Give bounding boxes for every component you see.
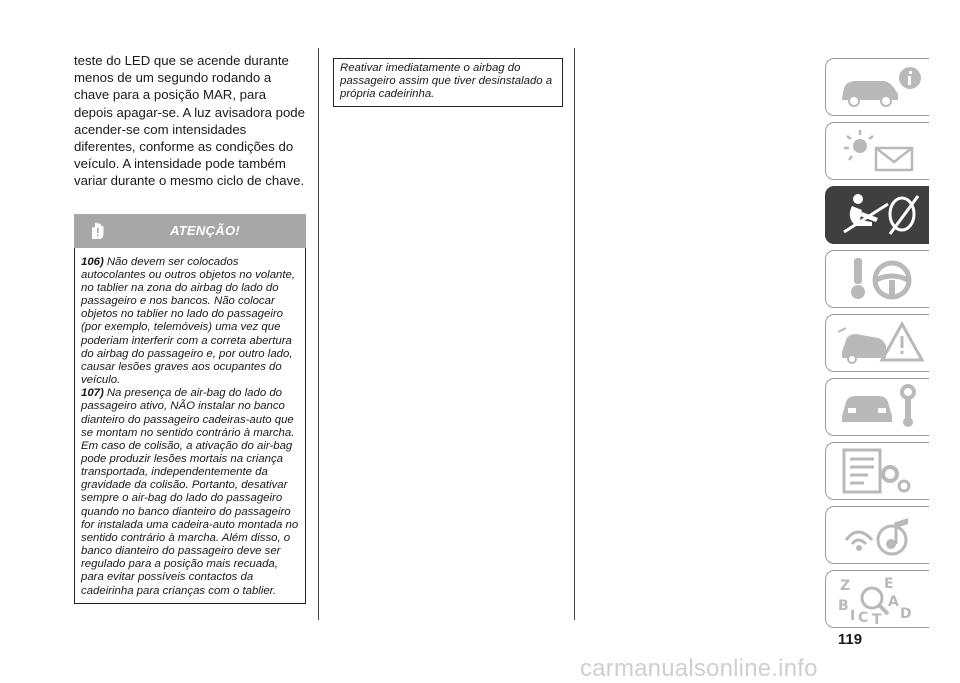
- tab-maintenance[interactable]: [825, 378, 929, 436]
- warning-number: 106): [81, 255, 104, 268]
- index-letter: B: [838, 598, 849, 614]
- column-divider: [318, 48, 319, 620]
- warning-header: [74, 214, 306, 248]
- body-paragraph: teste do LED que se acende durante menos de um segundo rodando a chave para a posição MAR, para depois apagar-se. A luz avisadora pode acender-se com intensidades diferentes, conforme as condições do veículo. A intensidade pode também variar durante o mesmo ciclo de chave.: [74, 53, 305, 189]
- index-letter: E: [884, 576, 894, 592]
- chapter-tabs: [825, 58, 929, 634]
- tab-car-info[interactable]: [825, 58, 929, 116]
- tab-multimedia[interactable]: [825, 506, 929, 564]
- warning-text: Não devem ser colocados autocolantes ou outros objetos no volante, no tablier na zona do airbag do lado do passageiro e nos bancos. Não colocar objetos no tablier no lado do passageiro (por exemplo, telemóveis) uma vez que poderiam interferir com a correta abertura do airbag do passageiro e, por outro lado, causar lesões graves aos ocupantes do veículo.: [81, 255, 296, 387]
- index-letter: A: [888, 594, 899, 610]
- note-box: Reativar imediatamente o airbag do passageiro assim que tiver desinstalado a própria cadeirinha.: [333, 58, 563, 107]
- index-icon: [832, 574, 928, 624]
- warning-item: [81, 256, 300, 388]
- column-divider: [574, 48, 575, 620]
- index-letter: I: [850, 608, 856, 624]
- tab-key-steering[interactable]: [825, 250, 929, 308]
- car-info-icon: [832, 62, 928, 112]
- page-number: 119: [837, 631, 863, 648]
- index-letter: C: [858, 610, 869, 624]
- warning-number: 107): [81, 387, 104, 400]
- warning-title: ATENÇÃO!: [169, 222, 241, 238]
- safety-airbag-icon: [832, 190, 928, 240]
- warning-item: [81, 387, 300, 598]
- index-letter: D: [900, 606, 912, 622]
- warning-text: Na presença de air-bag do lado do passageiro ativo, NÃO instalar no banco dianteiro do passageiro cadeiras-auto que se montam no sentido contrário à marcha. Em caso de colisão, a ativação do air-bag pode produzir lesões mortais na criança transportada, independentemente da gravidade da colisão. Portanto, desativar sempre o air-bag do lado do passageiro quando no banco dianteiro do passageiro for instalada uma cadeira-auto montada no sentido contrário à marcha. Além disso, o banco dianteiro do passageiro deve ser regulado para a posição mais recuada, para evitar possíveis contactos da cadeirinha para crianças com o tablier.: [81, 387, 299, 597]
- watermark: carmanualsonline.info: [580, 655, 818, 682]
- index-letter: Z: [840, 578, 851, 594]
- tab-technical-data[interactable]: [825, 442, 929, 500]
- maintenance-icon: [832, 382, 928, 432]
- left-column: [74, 52, 306, 604]
- index-letter: T: [872, 612, 882, 624]
- technical-data-icon: [832, 446, 928, 496]
- warning-lights-icon: [832, 126, 928, 176]
- tab-index[interactable]: [825, 570, 929, 628]
- emergency-icon: [832, 318, 928, 368]
- tab-safety[interactable]: [825, 186, 929, 244]
- warning-box: [74, 248, 306, 604]
- tab-emergency[interactable]: [825, 314, 929, 372]
- multimedia-icon: [832, 510, 928, 560]
- tab-warning-lights[interactable]: [825, 122, 929, 180]
- key-steering-icon: [832, 254, 928, 304]
